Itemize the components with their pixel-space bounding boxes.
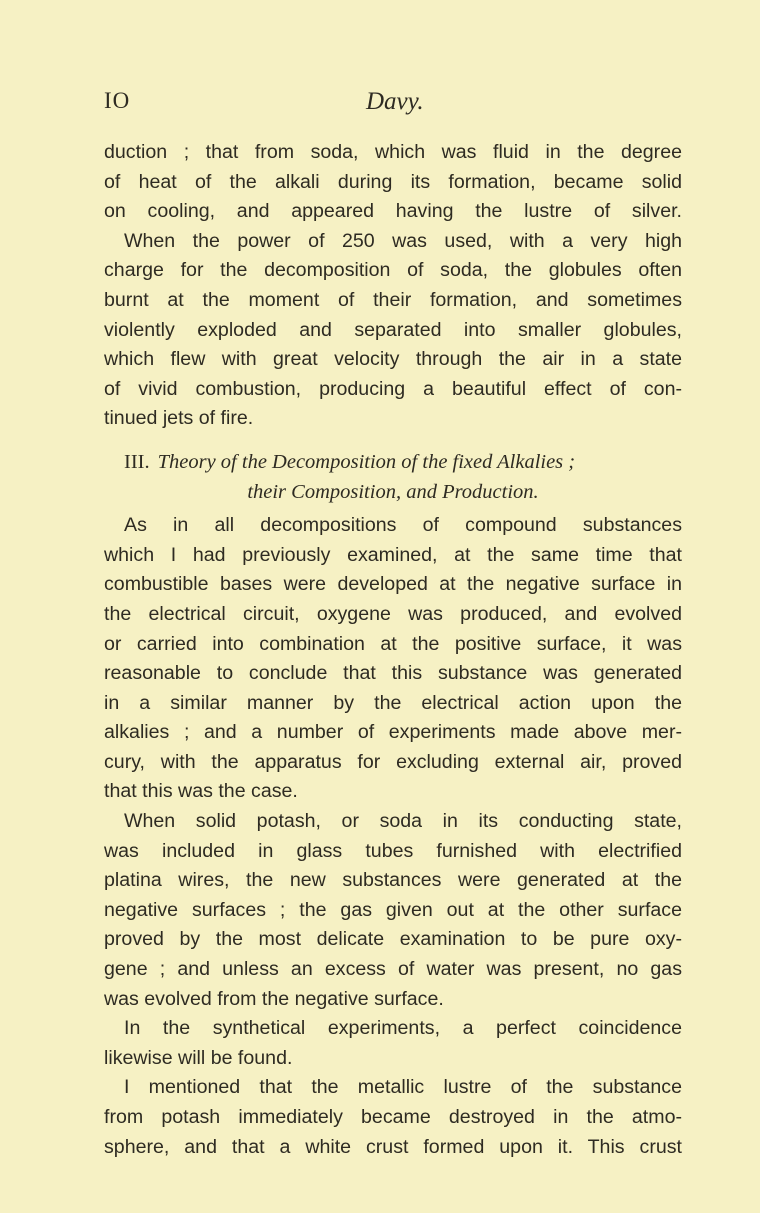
- text-line: violently exploded and separated into smaller globules,: [104, 318, 682, 341]
- text-line: was included in glass tubes furnished with electrified: [104, 839, 682, 862]
- section-title-part-1: Theory of the Decomposition of the fixed Alkalies ;: [157, 450, 576, 473]
- section-heading: [104, 448, 682, 507]
- text-line: was evolved from the negative surface.: [104, 987, 444, 1010]
- text-line: As in all decompositions of compound substances: [124, 514, 682, 537]
- page-number: IO: [104, 88, 131, 113]
- text-line: burnt at the moment of their formation, and sometimes: [104, 288, 682, 311]
- paragraph-4: [104, 807, 682, 1014]
- text-line: reasonable to conclude that this substance was generated: [104, 662, 682, 685]
- text-line: tinued jets of fire.: [104, 407, 254, 430]
- text-line: I mentioned that the metallic lustre of the substance: [124, 1076, 682, 1099]
- text-line: which I had previously examined, at the same time that: [104, 543, 682, 566]
- text-line: When the power of 250 was used, with a very high: [124, 229, 682, 252]
- text-line: that this was the case.: [104, 780, 298, 803]
- text-line: the electrical circuit, oxygene was produced, and evolved: [104, 602, 682, 625]
- section-heading-line-2: their Composition, and Production.: [247, 480, 539, 503]
- text-line: platina wires, the new substances were generated at the: [104, 869, 682, 892]
- text-line: negative surfaces ; the gas given out at the other surface: [104, 898, 682, 921]
- paragraph-2: [104, 227, 682, 434]
- text-line: of vivid combustion, producing a beautiful effect of con-: [104, 377, 682, 400]
- text-line: or carried into combination at the positive surface, it was: [104, 632, 682, 655]
- body-text: [104, 138, 682, 1162]
- text-line: gene ; and unless an excess of water was present, no gas: [104, 958, 682, 981]
- text-line: sphere, and that a white crust formed upon it. This crust: [104, 1135, 682, 1158]
- paragraph-1: [104, 138, 682, 227]
- text-line: charge for the decomposition of soda, the globules often: [104, 259, 682, 282]
- paragraph-3: [104, 511, 682, 807]
- section-numeral: III.: [124, 450, 150, 473]
- text-line: When solid potash, or soda in its conducting state,: [124, 810, 682, 833]
- text-line: which flew with great velocity through the air in a state: [104, 348, 682, 371]
- text-line: proved by the most delicate examination to be pure oxy-: [104, 928, 682, 951]
- running-head: [104, 88, 682, 122]
- text-line: duction ; that from soda, which was fluid in the degree: [104, 141, 682, 163]
- paragraph-6: [104, 1073, 682, 1162]
- text-line: on cooling, and appeared having the lustre of silver.: [104, 200, 682, 223]
- text-line: of heat of the alkali during its formation, became solid: [104, 170, 682, 193]
- text-line: alkalies ; and a number of experiments made above mer-: [104, 721, 682, 744]
- text-line: cury, with the apparatus for excluding external air, proved: [104, 750, 682, 773]
- text-line: likewise will be found.: [104, 1046, 293, 1069]
- text-line: In the synthetical experiments, a perfect coincidence: [124, 1017, 682, 1040]
- text-line: combustible bases were developed at the negative surface in: [104, 573, 682, 596]
- paragraph-5: [104, 1014, 682, 1073]
- text-line: in a similar manner by the electrical action upon the: [104, 691, 682, 714]
- text-line: from potash immediately became destroyed in the atmo-: [104, 1106, 682, 1128]
- running-title: Davy.: [366, 88, 424, 115]
- section-heading-line-1: [104, 448, 682, 478]
